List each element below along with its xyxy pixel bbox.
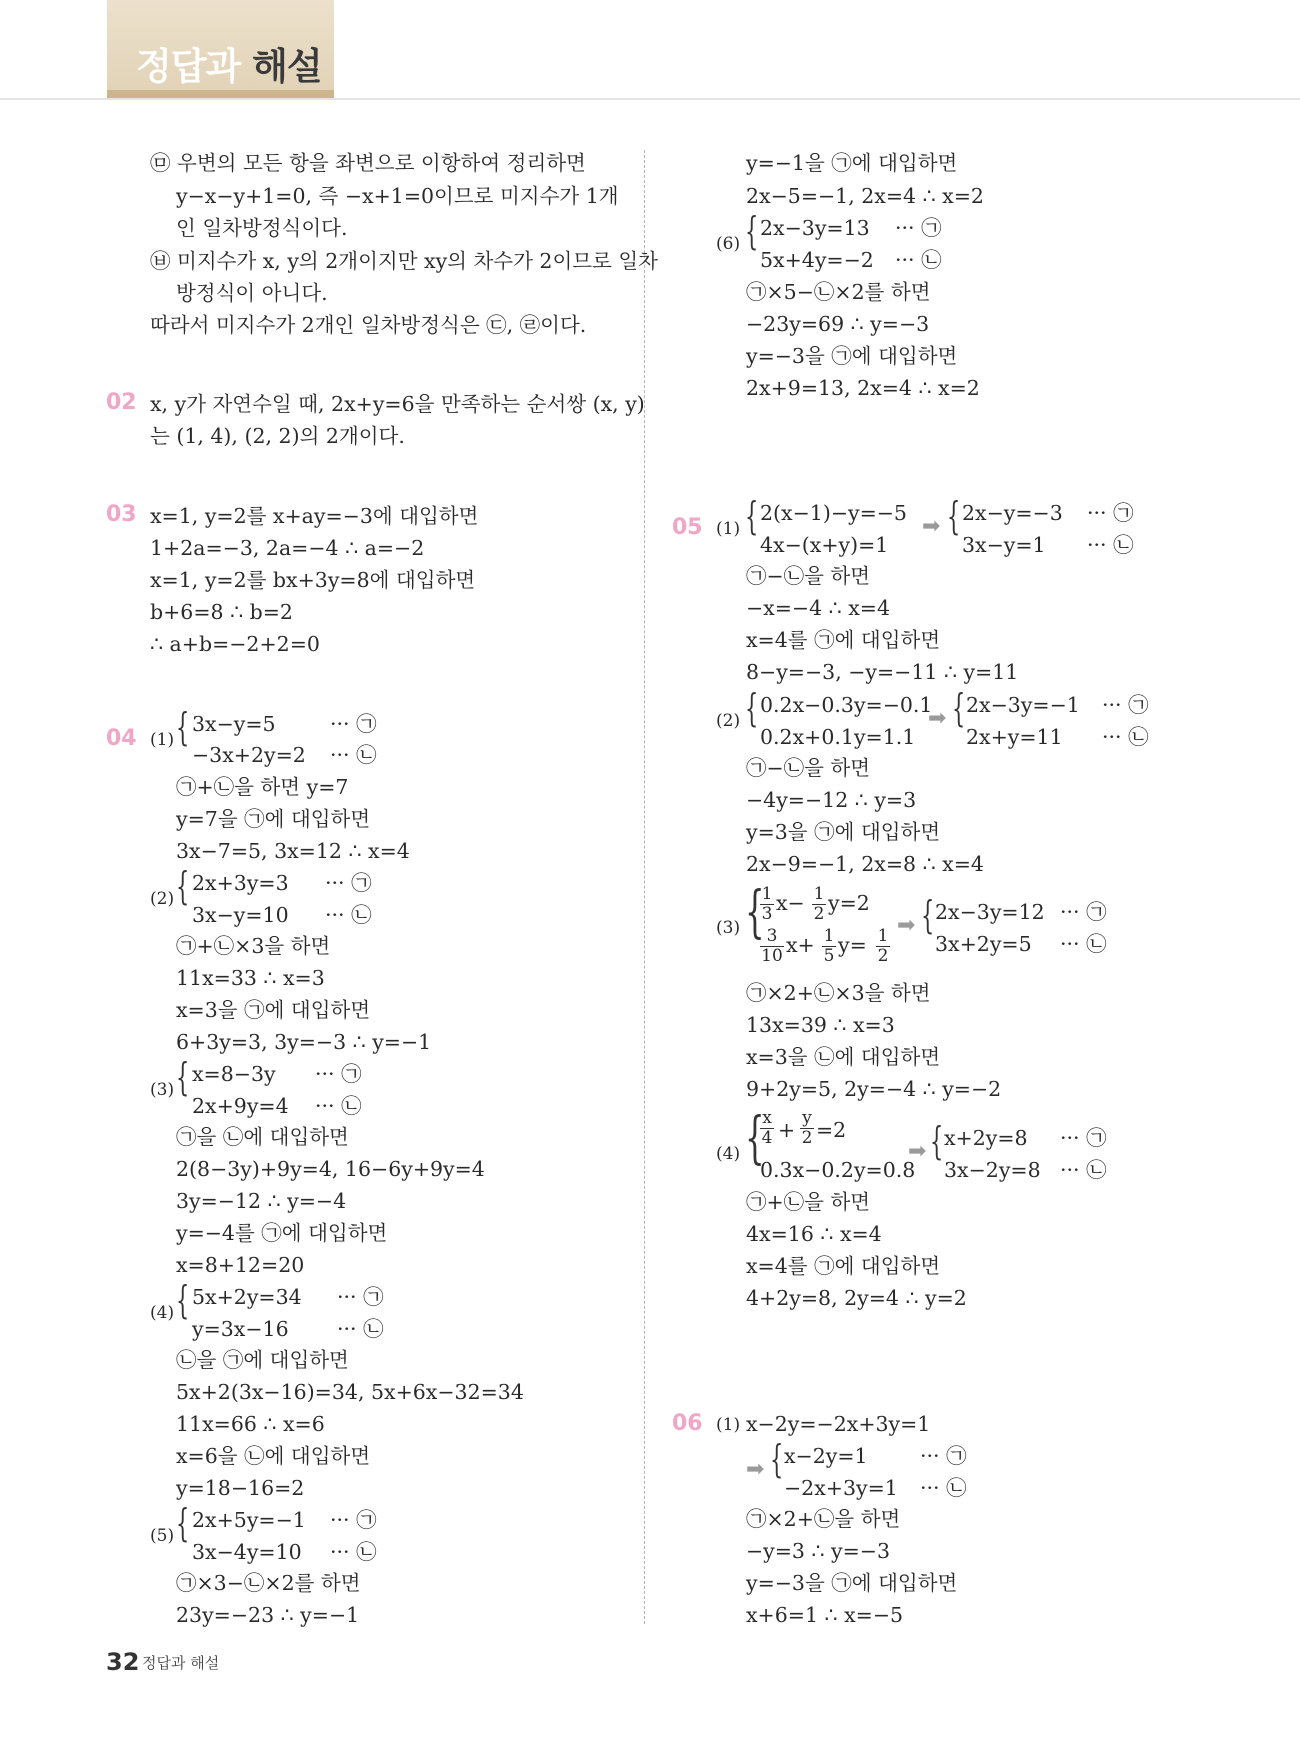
text-line: −y=3 ∴ y=−3 — [746, 1539, 891, 1563]
equation-part: x− — [776, 891, 805, 915]
equation: 2(x−1)−y=−5 — [760, 501, 907, 525]
part-label: (1) — [716, 519, 741, 539]
text-line: ㉠−㉡을 하면 — [746, 756, 871, 780]
text-line: 8−y=−3, −y=−11 ∴ y=11 — [746, 660, 1019, 684]
text-line: y=7을 ㉠에 대입하면 — [176, 807, 371, 831]
equation-marker: ··· ㉠ — [325, 871, 372, 895]
text-line: 6+3y=3, 3y=−3 ∴ y=−1 — [176, 1030, 432, 1054]
equation: 2x+3y=3 — [192, 871, 289, 895]
text-line: 9+2y=5, 2y=−4 ∴ y=−2 — [746, 1077, 1002, 1101]
system-brace: { — [745, 1106, 765, 1171]
text-line: y=−3을 ㉠에 대입하면 — [746, 1571, 958, 1595]
equation: 4x−(x+y)=1 — [760, 533, 889, 557]
system-brace: { — [176, 1501, 190, 1545]
equation: 2x+5y=−1 — [192, 1508, 306, 1532]
equation: 2x−3y=13 — [760, 216, 870, 240]
equation: 5x+4y=−2 — [760, 248, 874, 272]
part-label: (4) — [716, 1144, 741, 1164]
text-line: b+6=8 ∴ b=2 — [150, 600, 293, 624]
text-line: x=3을 ㉡에 대입하면 — [746, 1045, 941, 1069]
page-title: 정답과 해설 — [136, 45, 322, 88]
text-line: ㉠+㉡×3을 하면 — [176, 934, 331, 958]
question-number: 06 — [672, 1411, 703, 1436]
part-label: (1) — [150, 730, 175, 750]
text-line: 2x−5=−1, 2x=4 ∴ x=2 — [746, 184, 984, 208]
text-line: x=1, y=2를 bx+3y=8에 대입하면 — [150, 568, 476, 592]
equation: 2x−3y=12 — [935, 900, 1045, 924]
system-brace: { — [770, 1437, 784, 1481]
text-line: ㉠+㉡을 하면 y=7 — [176, 775, 349, 799]
system-brace: { — [745, 494, 759, 538]
system-brace: { — [176, 864, 190, 908]
equation-marker: ··· ㉡ — [1060, 1158, 1107, 1182]
equation-marker: ··· ㉡ — [920, 1476, 967, 1500]
text-line: y−x−y+1=0, 즉 −x+1=0이므로 미지수가 1개 — [176, 184, 619, 208]
part-label: (3) — [716, 918, 741, 938]
system-brace: { — [930, 1119, 944, 1163]
system-brace: { — [745, 209, 759, 253]
question-number: 04 — [106, 726, 137, 751]
equation: 0.3x−0.2y=0.8 — [760, 1158, 916, 1182]
fraction: 1 5 — [823, 926, 835, 966]
text-line: ㉤ 우변의 모든 항을 좌변으로 이항하여 정리하면 — [150, 151, 586, 175]
text-line: 2x+9=13, 2x=4 ∴ x=2 — [746, 376, 980, 400]
part-label: (2) — [150, 889, 175, 909]
fraction: y 2 — [801, 1108, 813, 1148]
equation-marker: ··· ㉠ — [920, 1444, 967, 1468]
system-brace: { — [176, 1278, 190, 1322]
column-divider — [644, 150, 645, 1624]
text-line: 4x=16 ∴ x=4 — [746, 1222, 882, 1246]
equation: 2x−y=−3 — [962, 501, 1063, 525]
equation: 3x−4y=10 — [192, 1540, 302, 1564]
text-line: 5x+2(3x−16)=34, 5x+6x−32=34 — [176, 1380, 524, 1404]
text-line: ㉠×2+㉡×3을 하면 — [746, 981, 931, 1005]
text-line: ㉠−㉡을 하면 — [746, 564, 871, 588]
equation: −3x+2y=2 — [192, 743, 306, 767]
text-line: 13x=39 ∴ x=3 — [746, 1013, 895, 1037]
equation: x−2y=−2x+3y=1 — [746, 1412, 931, 1436]
text-line: ㉠×5−㉡×2를 하면 — [746, 280, 931, 304]
system-brace: { — [176, 705, 190, 749]
text-line: ㉠×3−㉡×2를 하면 — [176, 1571, 361, 1595]
equation: x+2y=8 — [944, 1126, 1028, 1150]
equation-marker: ··· ㉡ — [330, 743, 377, 767]
fraction: 1 2 — [813, 884, 825, 924]
equation: 0.2x+0.1y=1.1 — [760, 725, 916, 749]
equation-part: + — [778, 1118, 796, 1142]
question-number: 02 — [106, 390, 137, 415]
equation-marker: ··· ㉡ — [337, 1317, 384, 1341]
question-number: 03 — [106, 502, 137, 527]
arrow-right-icon: ➡ — [922, 514, 941, 539]
page-number: 32 — [106, 1648, 140, 1676]
text-line: x=8+12=20 — [176, 1253, 305, 1277]
text-line: x=4를 ㉠에 대입하면 — [746, 628, 941, 652]
system-brace: { — [176, 1055, 190, 1099]
equation-marker: ··· ㉠ — [315, 1062, 362, 1086]
text-line: 1+2a=−3, 2a=−4 ∴ a=−2 — [150, 536, 425, 560]
system-brace: { — [921, 893, 935, 937]
equation-marker: ··· ㉠ — [1087, 501, 1134, 525]
text-line: y=−4를 ㉠에 대입하면 — [176, 1221, 388, 1245]
text-line: x=4를 ㉠에 대입하면 — [746, 1254, 941, 1278]
text-line: x+6=1 ∴ x=−5 — [746, 1603, 904, 1627]
text-line: ㉠+㉡을 하면 — [746, 1190, 871, 1214]
text-line: y=3을 ㉠에 대입하면 — [746, 820, 941, 844]
text-line: ㉠을 ㉡에 대입하면 — [176, 1125, 349, 1149]
text-line: ∴ a+b=−2+2=0 — [150, 632, 320, 656]
equation: 5x+2y=34 — [192, 1285, 302, 1309]
text-line: 2x−9=−1, 2x=8 ∴ x=4 — [746, 852, 984, 876]
equation: 2x+9y=4 — [192, 1094, 289, 1118]
arrow-right-icon: ➡ — [908, 1139, 927, 1164]
equation: 3x+2y=5 — [935, 932, 1032, 956]
equation-marker: ··· ㉠ — [1102, 693, 1149, 717]
part-label: (1) — [716, 1415, 741, 1435]
equation: x−2y=1 — [784, 1444, 868, 1468]
part-label: (6) — [716, 234, 741, 254]
equation: 3x−2y=8 — [944, 1158, 1041, 1182]
fraction: 1 3 — [761, 884, 773, 924]
text-line: 11x=66 ∴ x=6 — [176, 1412, 325, 1436]
equation-marker: ··· ㉠ — [330, 1508, 377, 1532]
text-line: 4+2y=8, 2y=4 ∴ y=2 — [746, 1286, 967, 1310]
equation-marker: ··· ㉠ — [337, 1285, 384, 1309]
text-line: 2(8−3y)+9y=4, 16−6y+9y=4 — [176, 1157, 485, 1181]
equation: 2x−3y=−1 — [966, 693, 1080, 717]
part-label: (4) — [150, 1303, 175, 1323]
text-line: x=1, y=2를 x+ay=−3에 대입하면 — [150, 504, 479, 528]
header-divider — [0, 98, 1300, 100]
equation-marker: ··· ㉡ — [330, 1540, 377, 1564]
text-line: 는 (1, 4), (2, 2)의 2개이다. — [150, 424, 405, 448]
arrow-right-icon: ➡ — [897, 913, 916, 938]
text-line: y=18−16=2 — [176, 1476, 305, 1500]
text-line: 3x−7=5, 3x=12 ∴ x=4 — [176, 839, 410, 863]
equation-part: y= — [838, 933, 867, 957]
text-line: 23y=−23 ∴ y=−1 — [176, 1603, 360, 1627]
system-brace: { — [947, 494, 961, 538]
equation-marker: ··· ㉠ — [895, 216, 942, 240]
equation-marker: ··· ㉡ — [315, 1094, 362, 1118]
equation: 2x+y=11 — [966, 725, 1063, 749]
text-line: 3y=−12 ∴ y=−4 — [176, 1189, 347, 1213]
text-line: −x=−4 ∴ x=4 — [746, 596, 890, 620]
text-line: −4y=−12 ∴ y=3 — [746, 788, 917, 812]
equation: x=8−3y — [192, 1062, 276, 1086]
text-line: −23y=69 ∴ y=−3 — [746, 312, 930, 336]
equation-marker: ··· ㉡ — [1102, 725, 1149, 749]
text-line: y=−3을 ㉠에 대입하면 — [746, 344, 958, 368]
fraction: 3 10 — [761, 926, 783, 966]
text-line: 방정식이 아니다. — [176, 281, 328, 305]
equation-part: y=2 — [828, 891, 870, 915]
fraction: 1 2 — [877, 926, 889, 966]
text-line: x=6을 ㉡에 대입하면 — [176, 1444, 371, 1468]
equation: 3x−y=5 — [192, 712, 276, 736]
equation-marker: ··· ㉠ — [1060, 900, 1107, 924]
text-line: 따라서 미지수가 2개인 일차방정식은 ㉢, ㉣이다. — [150, 313, 587, 337]
text-line: x=3을 ㉠에 대입하면 — [176, 998, 371, 1022]
part-label: (3) — [150, 1080, 175, 1100]
equation-marker: ··· ㉠ — [1060, 1126, 1107, 1150]
equation-marker: ··· ㉡ — [1060, 932, 1107, 956]
equation-marker: ··· ㉠ — [330, 712, 377, 736]
equation: 3x−y=10 — [192, 903, 289, 927]
system-brace: { — [745, 686, 759, 730]
equation: −2x+3y=1 — [784, 1476, 898, 1500]
equation-marker: ··· ㉡ — [895, 248, 942, 272]
text-line: ㉠×2+㉡을 하면 — [746, 1507, 901, 1531]
equation: 0.2x−0.3y=−0.1 — [760, 693, 933, 717]
text-line: x, y가 자연수일 때, 2x+y=6을 만족하는 순서쌍 (x, y) — [150, 392, 645, 416]
fraction: x 4 — [761, 1108, 773, 1148]
equation-part: x+ — [786, 933, 815, 957]
equation: y=3x−16 — [192, 1317, 289, 1341]
question-number: 05 — [672, 515, 703, 540]
part-label: (5) — [150, 1526, 175, 1546]
footer-label: 정답과 해설 — [142, 1654, 220, 1672]
system-brace: { — [952, 686, 966, 730]
equation: 3x−y=1 — [962, 533, 1046, 557]
equation-marker: ··· ㉡ — [325, 903, 372, 927]
text-line: ㉥ 미지수가 x, y의 2개이지만 xy의 차수가 2이므로 일차 — [150, 249, 658, 273]
equation-marker: ··· ㉡ — [1087, 533, 1134, 557]
text-line: y=−1을 ㉠에 대입하면 — [746, 151, 958, 175]
text-line: 11x=33 ∴ x=3 — [176, 966, 325, 990]
part-label: (2) — [716, 711, 741, 731]
arrow-right-icon: ➡ — [746, 1457, 765, 1482]
text-line: 인 일차방정식이다. — [176, 216, 348, 240]
equation-part: =2 — [816, 1118, 847, 1142]
text-line: ㉡을 ㉠에 대입하면 — [176, 1348, 349, 1372]
system-brace: { — [745, 880, 765, 945]
arrow-right-icon: ➡ — [928, 706, 947, 731]
